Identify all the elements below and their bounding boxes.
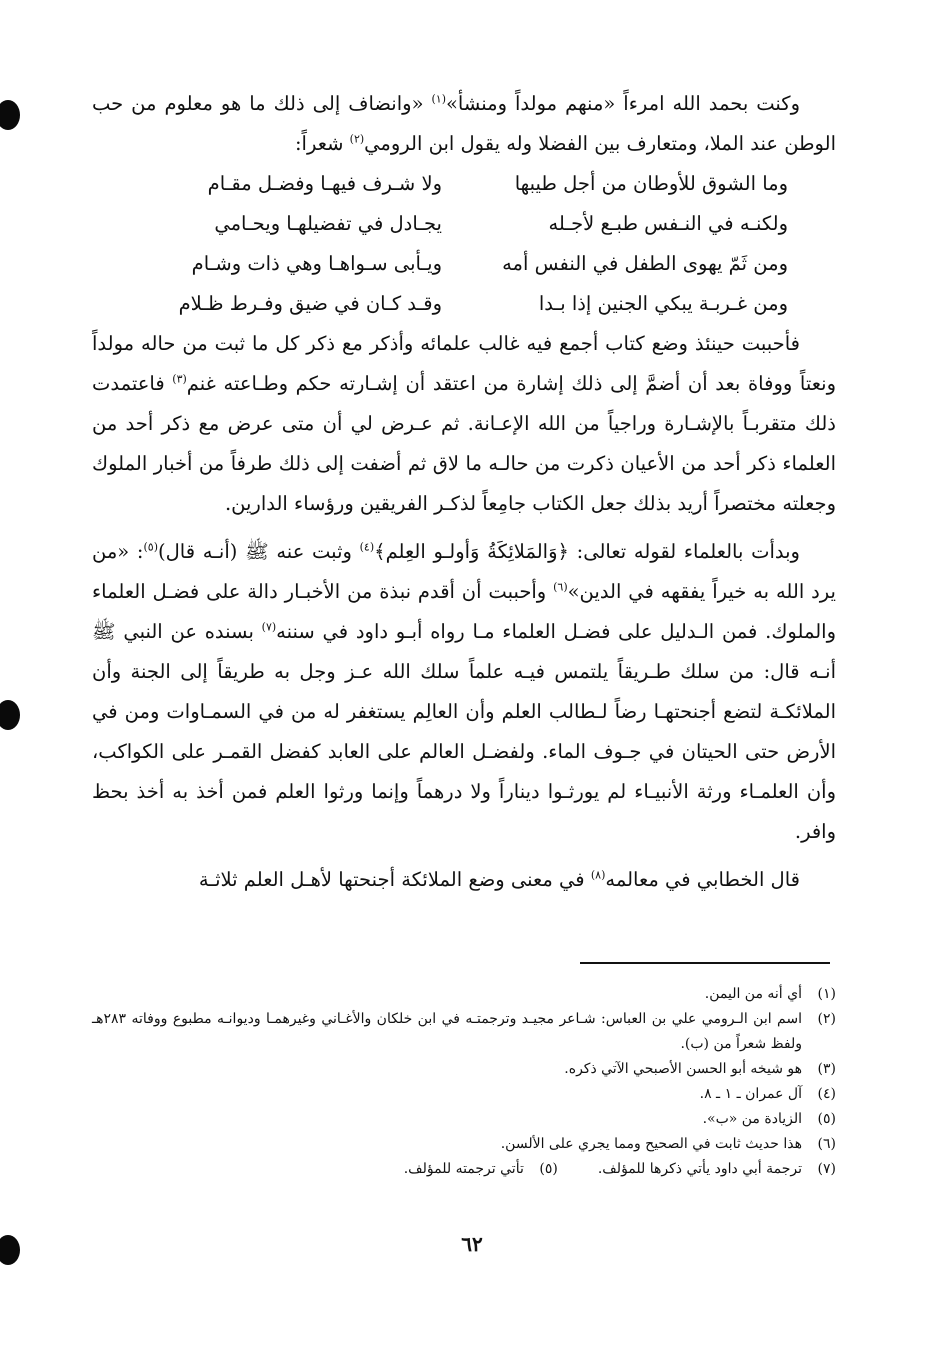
- footnote-ref: (٤): [359, 540, 375, 554]
- main-text: [92, 84, 836, 900]
- text-run: شعراً:: [294, 132, 350, 155]
- footnote: [92, 1107, 836, 1132]
- text-run: وكنت بحمد الله امرءاً «منهم مولداً ومنشأ»: [446, 92, 800, 115]
- footnote-ref: (٥): [143, 540, 159, 554]
- footnote-text: هو شيخه أبو الحسن الأصبحي الآتي ذكره.: [564, 1061, 802, 1077]
- footnote: [404, 1157, 558, 1182]
- paragraph: [92, 532, 836, 852]
- footnote: [92, 1007, 836, 1057]
- text-run: وأحببت أن أقدم نبذة من الأخبـار دالة على فضـل العلماء والملوك. فمن الـدليل على فضـل العلماء مـا رواه أبـو داود في سننه: [92, 580, 837, 643]
- text-run: في معنى وضع الملائكة أجنحتها لأهـل العلم ثلاثـة: [198, 868, 591, 891]
- footnote: [92, 1082, 836, 1107]
- footnote-number: (٢): [817, 1011, 836, 1027]
- footnote-ref: (٦): [553, 580, 568, 594]
- footnotes: [92, 982, 836, 1182]
- footnote-text: هذا حديث ثابت في الصحيح ومما يجري على الألسن.: [500, 1136, 802, 1152]
- verse-second-hemistich: ويـأبى سـواهـا وهي ذات وشـام: [191, 252, 442, 275]
- footnote: [92, 982, 836, 1007]
- footnote: [598, 1157, 836, 1182]
- text-run: «وانضاف إلى ذلك ما هو معلوم من حب الوطن عند الملا، ومتعارف بين الفضلا وله يقول ابن الرومي: [92, 92, 836, 155]
- verse-first-hemistich: ومن ثَمّ يهوى الطفل في النفس أمه: [502, 252, 788, 275]
- footnote-list: [92, 982, 836, 1157]
- punch-hole-mark: [0, 100, 20, 130]
- footnote-ref: (٨): [590, 868, 606, 882]
- footnote-text: ترجمة أبي داود يأتي ذكرها للمؤلف.: [597, 1161, 802, 1177]
- text-run: : «من يرد الله به خيراً يفقهه في الدين»: [92, 540, 836, 603]
- footnote-number: (١): [817, 986, 836, 1002]
- footnote-separator: [580, 962, 830, 964]
- footnote-number: (٥): [817, 1111, 836, 1127]
- verse-second-hemistich: ولا شـرف فيهـا وفضـل مقـام: [207, 172, 442, 195]
- footnote-ref: (٧): [261, 620, 277, 634]
- verse: [92, 204, 836, 244]
- footnote: [92, 1132, 836, 1157]
- text-run: وبدأت بالعلماء لقوله تعالى: ﴿وَالمَلائِكَةُ وَأولـو العِلم﴾: [374, 540, 800, 563]
- footnote-number: (٦): [817, 1136, 836, 1152]
- verse: [92, 244, 836, 284]
- footnote-text: اسم ابن الـرومي علي بن العباس: شـاعر مجيـد وترجمتـه في ابن خلكان والأغـاني وغيرهمـا وديوانـه مطبوع ووفاته ٢٨٣هـ ولفظ شعراً من (ب).: [92, 1011, 802, 1052]
- footnote-text: الزيادة من «ب».: [702, 1111, 802, 1127]
- paragraph: [92, 860, 836, 900]
- verse-first-hemistich: وما الشوق للأوطان من أجل طيبها: [514, 172, 788, 195]
- footnote-number: (٧): [817, 1161, 836, 1177]
- footnote-pair: [92, 1157, 836, 1182]
- text-run: فاعتمدت ذلك متقربـاً بالإشـارة وراجياً من الله الإعـانة. ثم عـرض لي أن متى عرض مع ذكر أحد من العلماء ذكر أحد من الأعيان ذكرت من حالـه ما لاق ثم أضفت إلى ذلك طرفاً من أخبار الملوك وجعلته مختصراً أريد بذلك جعل الكتاب جامِعاً لذكـر الفريقين ورؤساء الدارين.: [92, 372, 836, 515]
- page-number: ٦٢: [461, 1232, 483, 1256]
- verse-first-hemistich: ولكنـه في النـفس طبـع لأجـله: [548, 212, 788, 235]
- paragraph-group-main: [92, 324, 836, 900]
- text-run: وثبت عنه ﷺ (أنـه قال): [158, 540, 360, 563]
- paragraph: [92, 84, 836, 164]
- verse: [92, 284, 836, 324]
- paragraph-group-top: [92, 84, 836, 164]
- verse-first-hemistich: ومن غـربـة يبكي الجنين إذا بـدا: [538, 292, 788, 315]
- footnote-ref: (٣): [172, 372, 187, 386]
- verse-second-hemistich: يجـادل في تفضيلهـا ويحـامي: [214, 212, 442, 235]
- text-run: قال الخطابي في معالمه: [605, 868, 800, 891]
- footnote-number: (٥): [539, 1161, 558, 1177]
- text-run: فأحببت حينئذ وضع كتاب أجمع فيه غالب علمائه وأذكر مع ذكر كل ما ثبت من حاله مولداً ونعتاً ووفاة بعد أن أضمَّ إلى ذلك إشارة من اعتقد أن إشـارته حكم وطـاعته غنم: [92, 332, 836, 395]
- footnote: [92, 1057, 836, 1082]
- footnote-text: آل عمران ـ ١ ـ ٨.: [699, 1086, 802, 1102]
- poem: [92, 164, 836, 324]
- paragraph: [92, 324, 836, 524]
- footnote-ref: (٢): [349, 132, 365, 146]
- footnote-text: تأتي ترجمته للمؤلف.: [403, 1161, 524, 1177]
- verse-second-hemistich: وقـد كـان في ضيق وفـرط ظـلام: [178, 292, 442, 315]
- punch-hole-mark: [0, 700, 20, 730]
- verse: [92, 164, 836, 204]
- text-run: بسنده عن النبي ﷺ أنـه قال: من سلك طـريقاً يلتمس فيـه علماً سلك الله عـز وجل به طريقاً إلى الجنة وأن الملائكـة لتضع أجنحتهـا رضاً لـطالب العلم وأن العالِم يستغفر له من في السمـاوات ومن في الأرض حتى الحيتان في جـوف الماء. ولفضـل العالم على العابد كفضل القمـر على الكواكب، وأن العلمـاء ورثة الأنبيـاء لم يورثـوا ديناراً ولا درهماً وإنما ورثوا العلم فمن أخذ به أخذ بحظ وافر.: [92, 620, 836, 843]
- footnote-ref: (١): [431, 92, 446, 106]
- footnote-text: أي أنه من اليمن.: [704, 986, 802, 1002]
- footnote-number: (٣): [817, 1061, 836, 1077]
- footnote-number: (٤): [817, 1086, 836, 1102]
